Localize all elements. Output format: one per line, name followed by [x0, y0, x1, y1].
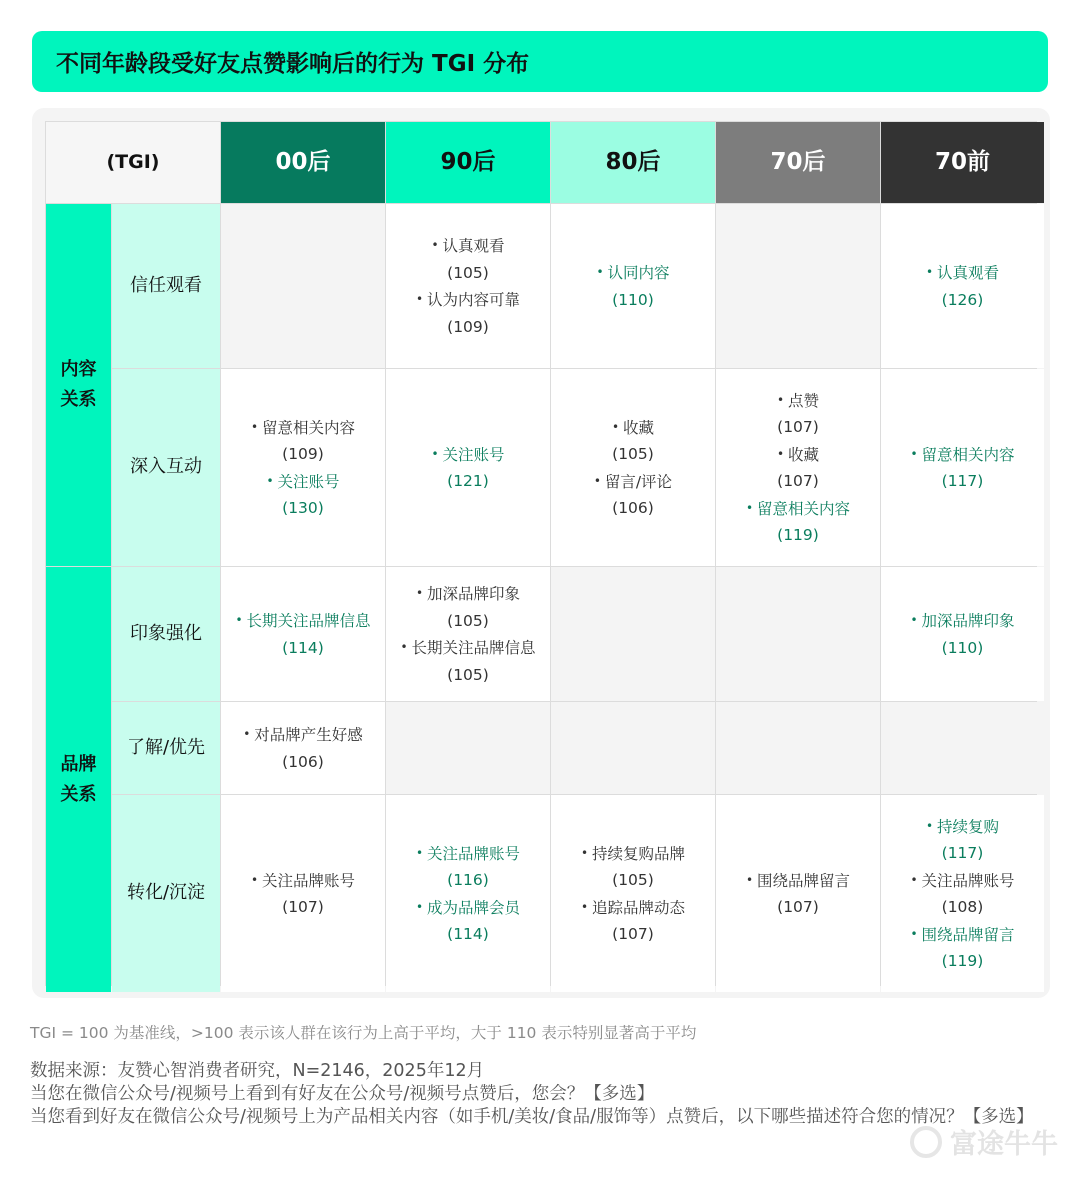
group-label-brand: 品牌关系: [46, 567, 111, 992]
row-label-impression: 印象强化: [112, 567, 220, 701]
behavior-entry: [267, 468, 340, 522]
table-cell: [551, 204, 715, 368]
behavior-entry: [911, 441, 1015, 495]
behavior-entry: [251, 867, 355, 921]
behavior-label: • 收藏: [612, 419, 654, 437]
behavior-label: • 长期关注品牌信息: [236, 612, 371, 630]
tgi-value: (105): [447, 611, 489, 630]
row-label-trust-watch: 信任观看: [112, 204, 220, 368]
tgi-value: (105): [612, 871, 654, 889]
chart-title: 不同年龄段受好友点赞影响后的行为 TGI 分布: [32, 31, 1048, 92]
tgi-value: (117): [941, 844, 984, 862]
behavior-entry: [911, 921, 1015, 975]
behavior-entry: [581, 894, 685, 948]
tgi-value: (117): [941, 472, 984, 490]
behavior-label: • 持续复购品牌: [581, 845, 685, 863]
tgi-value: (106): [282, 752, 324, 771]
behavior-entry: [926, 259, 999, 313]
table-cell: [551, 567, 715, 701]
tgi-value: (109): [282, 445, 324, 463]
column-header-70pre: 70前: [881, 122, 1044, 203]
watermark-text: 富途牛牛: [950, 1129, 1058, 1160]
table-cell: [386, 795, 550, 992]
tgi-value: (130): [282, 499, 324, 517]
behavior-entry: [777, 387, 819, 441]
behavior-entry: [416, 894, 520, 948]
behavior-label: • 关注品牌账号: [911, 872, 1015, 890]
behavior-label: • 加深品牌印象: [911, 612, 1015, 630]
tgi-value: (107): [777, 472, 819, 490]
tgi-value: (107): [282, 898, 324, 916]
table-cell: [386, 702, 550, 794]
table-cell: [221, 795, 385, 992]
row-label-conversion: 转化/沉淀: [112, 795, 220, 992]
source-line: 数据来源：友赞心智消费者研究，N=2146，2025年12月: [30, 1061, 485, 1081]
behavior-entry: [432, 441, 505, 495]
behavior-entry: [243, 721, 362, 775]
column-header-80: 80后: [551, 122, 715, 203]
table-cell: [551, 702, 715, 794]
table-cell: [881, 702, 1044, 794]
tgi-value: (110): [612, 290, 654, 309]
table-cell: [221, 567, 385, 701]
behavior-label: • 留意相关内容: [911, 446, 1015, 464]
behavior-label: • 留意相关内容: [251, 419, 355, 437]
behavior-label: • 留意相关内容: [746, 500, 850, 518]
group-label-content: 内容关系: [46, 204, 111, 566]
table-cell: [881, 567, 1044, 701]
behavior-entry: [251, 414, 355, 468]
tgi-value: (114): [447, 925, 489, 943]
behavior-entry: [416, 286, 520, 340]
tgi-value: (109): [447, 317, 489, 336]
column-header-90: 90后: [386, 122, 550, 203]
tgi-value: (126): [941, 290, 984, 309]
tgi-value: (114): [282, 638, 324, 657]
behavior-label: • 收藏: [777, 446, 819, 464]
table-cell: [716, 795, 880, 992]
source-line: 当您看到好友在微信公众号/视频号上为产品相关内容（如手机/美妆/食品/服饰等）点赞后，以下哪些描述符合您的情况？【多选】: [30, 1107, 1034, 1127]
tgi-value: (116): [447, 871, 489, 889]
table-cell: [221, 369, 385, 566]
table-cell: [716, 369, 880, 566]
behavior-label: • 关注品牌账号: [416, 845, 520, 863]
behavior-entry: [746, 495, 850, 549]
table-cell: [716, 204, 880, 368]
table-cell: [716, 702, 880, 794]
behavior-label: • 留言/评论: [594, 473, 672, 491]
tgi-value: (105): [612, 445, 654, 463]
table-cell: [551, 795, 715, 992]
behavior-entry: [911, 607, 1015, 661]
behavior-entry: [746, 867, 850, 921]
source-block: [30, 1060, 1055, 1129]
tgi-note: TGI = 100 为基准线，>100 表示该人群在该行为上高于平均，大于 110 表示特别显著高于平均: [30, 1024, 697, 1042]
column-header-00: 00后: [221, 122, 385, 203]
table-cell: [386, 204, 550, 368]
table-cell: [386, 567, 550, 701]
behavior-entry: [594, 468, 672, 522]
behavior-label: • 加深品牌印象: [416, 585, 520, 603]
behavior-entry: [612, 414, 654, 468]
behavior-entry: [926, 813, 999, 867]
tgi-value: (105): [447, 263, 489, 282]
tgi-value: (110): [941, 638, 984, 657]
behavior-label: • 点赞: [777, 392, 819, 410]
behavior-entry: [911, 867, 1015, 921]
tgi-value: (108): [941, 898, 984, 916]
behavior-label: • 关注账号: [267, 473, 340, 491]
table-cell: [881, 369, 1044, 566]
source-line: 当您在微信公众号/视频号上看到有好友在公众号/视频号点赞后，您会？【多选】: [30, 1084, 655, 1104]
behavior-entry: [401, 634, 536, 688]
tgi-value: (105): [447, 665, 489, 684]
behavior-entry: [597, 259, 670, 313]
table-cell: [221, 204, 385, 368]
tgi-table: [45, 121, 1037, 986]
behavior-entry: [416, 840, 520, 894]
behavior-label: • 对品牌产生好感: [243, 726, 362, 744]
table-cell: [881, 795, 1044, 992]
behavior-label: • 围绕品牌留言: [746, 872, 850, 890]
behavior-label: • 围绕品牌留言: [911, 926, 1015, 944]
tgi-value: (106): [612, 499, 654, 517]
table-cell: [881, 204, 1044, 368]
behavior-entry: [432, 232, 505, 286]
behavior-entry: [416, 580, 520, 634]
behavior-label: • 关注账号: [432, 446, 505, 464]
row-label-understand: 了解/优先: [112, 702, 220, 794]
tgi-value: (119): [777, 526, 819, 544]
row-label-deep-interaction: 深入互动: [112, 369, 220, 566]
tgi-value: (121): [447, 472, 489, 490]
table-cell: [386, 369, 550, 566]
behavior-label: • 认为内容可靠: [416, 291, 520, 309]
behavior-label: • 持续复购: [926, 818, 999, 836]
behavior-entry: [236, 607, 371, 661]
tgi-value: (107): [777, 898, 819, 916]
table-cell: [221, 702, 385, 794]
behavior-label: • 长期关注品牌信息: [401, 639, 536, 657]
tgi-value: (107): [777, 418, 819, 436]
table-cell: [551, 369, 715, 566]
behavior-label: • 成为品牌会员: [416, 899, 520, 917]
futu-logo-icon: [910, 1126, 942, 1158]
behavior-label: • 认同内容: [597, 264, 670, 282]
behavior-entry: [581, 840, 685, 894]
behavior-label: • 认真观看: [432, 237, 505, 255]
behavior-label: • 关注品牌账号: [251, 872, 355, 890]
behavior-entry: [777, 441, 819, 495]
behavior-label: • 追踪品牌动态: [581, 899, 685, 917]
watermark: [910, 1122, 1058, 1161]
tgi-value: (119): [941, 952, 984, 970]
behavior-label: • 认真观看: [926, 264, 999, 282]
table-cell: [716, 567, 880, 701]
column-header-70: 70后: [716, 122, 880, 203]
tgi-value: (107): [612, 925, 654, 943]
corner-label: (TGI): [46, 122, 220, 203]
